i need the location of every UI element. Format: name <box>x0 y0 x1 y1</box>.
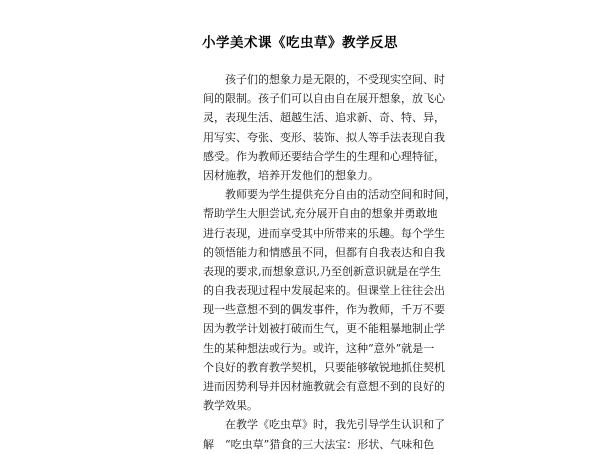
body-line: 孩子们的想象力是无限的，不受现实空间、时 <box>225 73 445 86</box>
body-line: 用写实、夸张、变形、装饰、拟人等手法表现自我 <box>203 130 445 144</box>
body-line: 进而因势利导并因材施教就会有意想不到的良好的 <box>203 380 445 393</box>
body-line: 教师要为学生提供充分自由的活动空间和时间， <box>225 188 456 202</box>
body-line: 表现的要求,而想象意识,乃至创新意识就是在学生 <box>203 264 441 278</box>
body-line: 的自我表现过程中发展起来的。但课堂上往往会出 <box>203 284 445 298</box>
document-title: 小学美术课《吃虫草》教学反思 <box>202 35 398 51</box>
body-line: 生的某种想法或行为。或许，这种“意外”就是一 <box>203 341 435 355</box>
body-line: 解 “吃虫草”猎食的三大法宝：形状、气味和色 <box>203 437 435 451</box>
body-line: 感受。作为教师还要结合学生的生理和心理特征， <box>203 149 445 163</box>
body-line: 帮助学生大胆尝试,充分展开自由的想象并勇敢地 <box>203 207 438 221</box>
body-line: 在教学《吃虫草》时，我先引导学生认识和了 <box>225 418 445 432</box>
body-line: 灵，表现生活、超越生活、追求新、奇、特、异， <box>203 111 445 125</box>
body-line: 的领悟能力和情感虽不同，但都有自我表达和自我 <box>203 245 445 259</box>
body-line: 个良好的教育教学契机，只要能够敏锐地抓住契机 <box>203 360 445 374</box>
body-line: 进行表现，进而享受其中所带来的乐趣。每个学生 <box>203 226 445 240</box>
body-line: 因为教学计划被打破而生气，更不能粗暴地制止学 <box>203 322 445 336</box>
body-line: 间的限制。孩子们可以自由自在展开想象，放飞心 <box>203 92 445 106</box>
document-body <box>203 70 456 454</box>
body-line: 现一些意想不到的偶发事件，作为教师，千万不要 <box>203 303 445 317</box>
body-line: 教学效果。 <box>203 399 258 413</box>
body-line: 因材施教，培养开发他们的想象力。 <box>203 168 379 182</box>
